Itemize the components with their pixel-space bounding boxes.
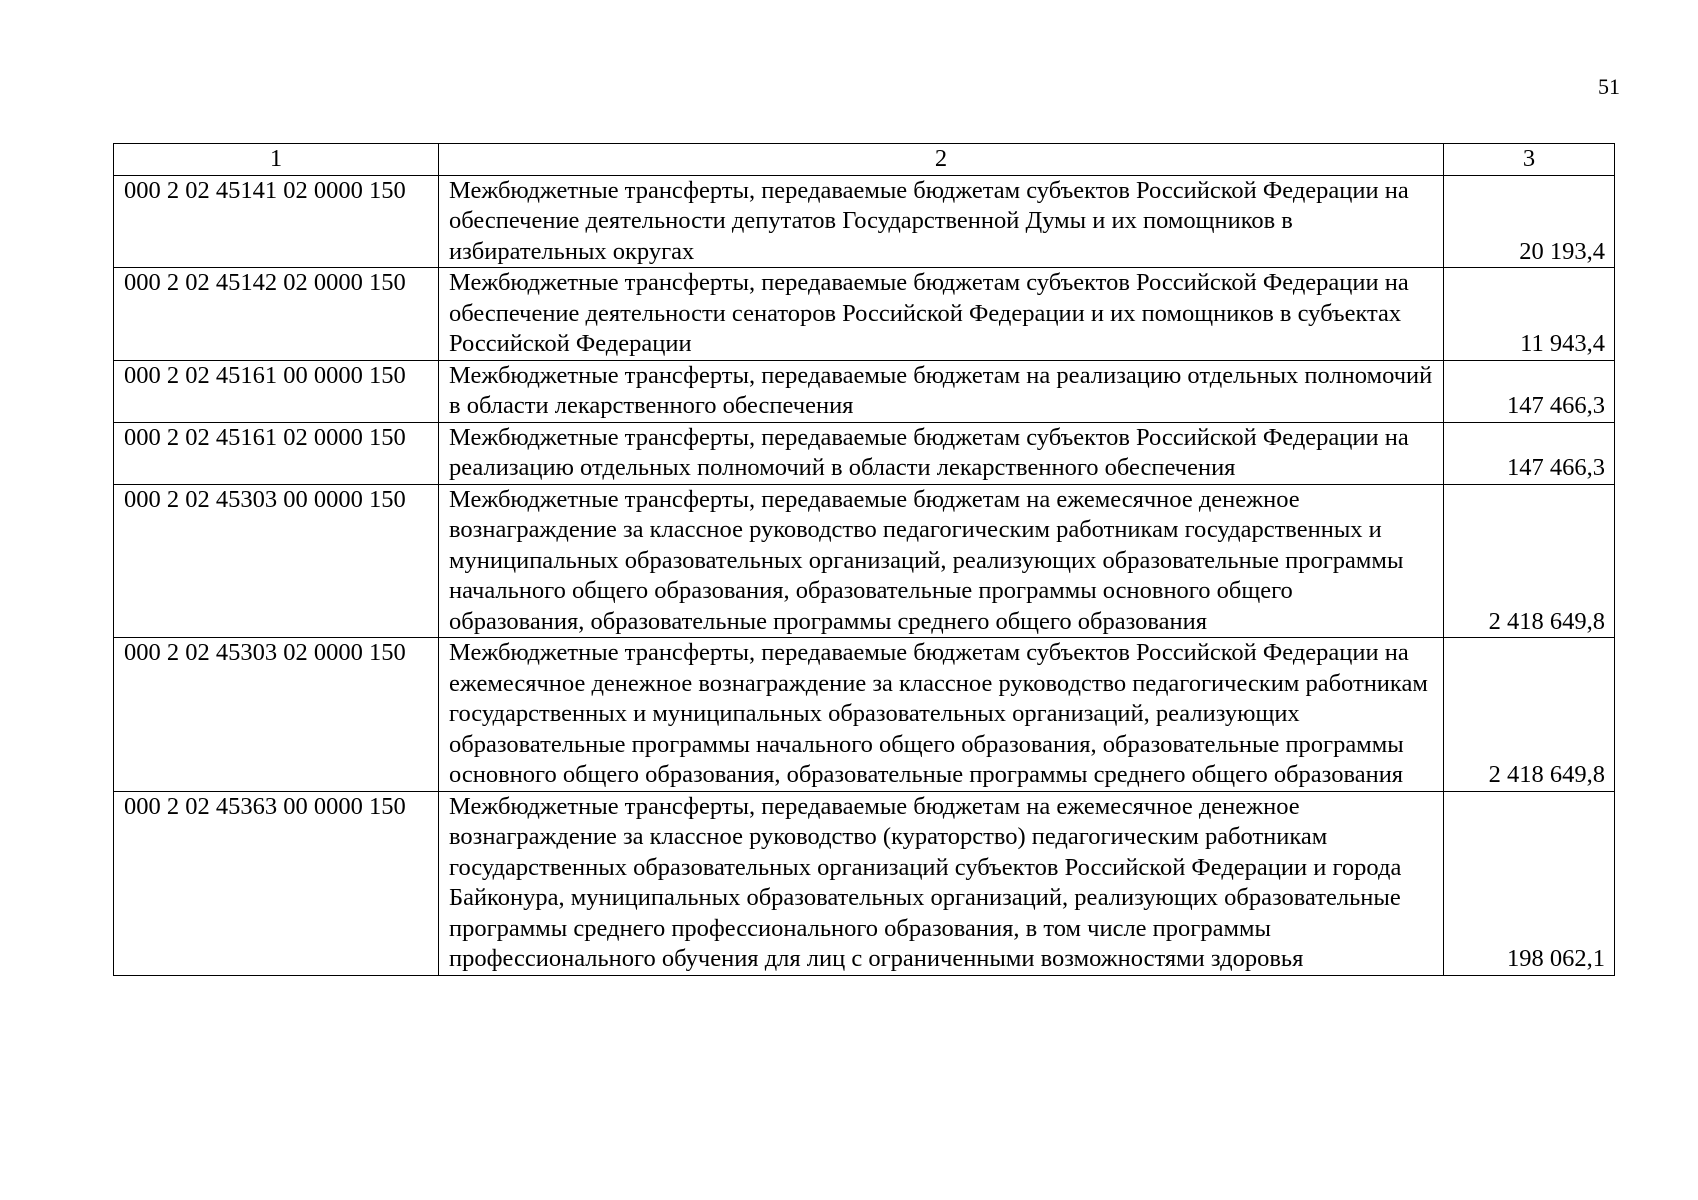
code-cell: 000 2 02 45161 00 0000 150: [114, 360, 439, 422]
amount-cell: 147 466,3: [1444, 422, 1615, 484]
table-row: [114, 268, 1615, 361]
amount-cell: 20 193,4: [1444, 175, 1615, 268]
code-cell: 000 2 02 45303 00 0000 150: [114, 484, 439, 638]
code-cell: 000 2 02 45141 02 0000 150: [114, 175, 439, 268]
budget-table: [113, 143, 1615, 976]
description-cell: Межбюджетные трансферты, передаваемые бюджетам на реализацию отдельных полномочий в области лекарственного обеспечения: [439, 360, 1444, 422]
header-cell-amount: 3: [1444, 144, 1615, 176]
table-row: [114, 360, 1615, 422]
code-cell: 000 2 02 45142 02 0000 150: [114, 268, 439, 361]
code-cell: 000 2 02 45363 00 0000 150: [114, 791, 439, 975]
amount-cell: 147 466,3: [1444, 360, 1615, 422]
table-row: [114, 638, 1615, 792]
amount-cell: 2 418 649,8: [1444, 484, 1615, 638]
table-row: [114, 791, 1615, 975]
description-cell: Межбюджетные трансферты, передаваемые бюджетам субъектов Российской Федерации на реализацию отдельных полномочий в области лекарственного обеспечения: [439, 422, 1444, 484]
amount-cell: 11 943,4: [1444, 268, 1615, 361]
description-cell: Межбюджетные трансферты, передаваемые бюджетам на ежемесячное денежное вознаграждение за классное руководство педагогическим работникам государственных и муниципальных образовательных организаций, реализующих образовательные программы начального общего образования, образовательные программы основного общего образования, образовательные программы среднего общего образования: [439, 484, 1444, 638]
page-number: 51: [1598, 74, 1620, 99]
description-cell: Межбюджетные трансферты, передаваемые бюджетам субъектов Российской Федерации на обеспечение деятельности депутатов Государственной Думы и их помощников в избирательных округах: [439, 175, 1444, 268]
amount-cell: 2 418 649,8: [1444, 638, 1615, 792]
table-header-row: [114, 144, 1615, 176]
table-row: [114, 484, 1615, 638]
description-cell: Межбюджетные трансферты, передаваемые бюджетам субъектов Российской Федерации на обеспечение деятельности сенаторов Российской Федерации и их помощников в субъектах Российской Федерации: [439, 268, 1444, 361]
table-row: [114, 175, 1615, 268]
description-cell: Межбюджетные трансферты, передаваемые бюджетам на ежемесячное денежное вознаграждение за классное руководство (кураторство) педагогическим работникам государственных образовательных организаций субъектов Российской Федерации и города Байконура, муниципальных образовательных организаций, реализующих образовательные программы среднего профессионального образования, в том числе программы профессионального обучения для лиц с ограниченными возможностями здоровья: [439, 791, 1444, 975]
header-cell-description: 2: [439, 144, 1444, 176]
description-cell: Межбюджетные трансферты, передаваемые бюджетам субъектов Российской Федерации на ежемесячное денежное вознаграждение за классное руководство педагогическим работникам государственных и муниципальных образовательных организаций, реализующих образовательные программы начального общего образования, образовательные программы основного общего образования, образовательные программы среднего общего образования: [439, 638, 1444, 792]
amount-cell: 198 062,1: [1444, 791, 1615, 975]
table-row: [114, 422, 1615, 484]
code-cell: 000 2 02 45161 02 0000 150: [114, 422, 439, 484]
code-cell: 000 2 02 45303 02 0000 150: [114, 638, 439, 792]
header-cell-code: 1: [114, 144, 439, 176]
